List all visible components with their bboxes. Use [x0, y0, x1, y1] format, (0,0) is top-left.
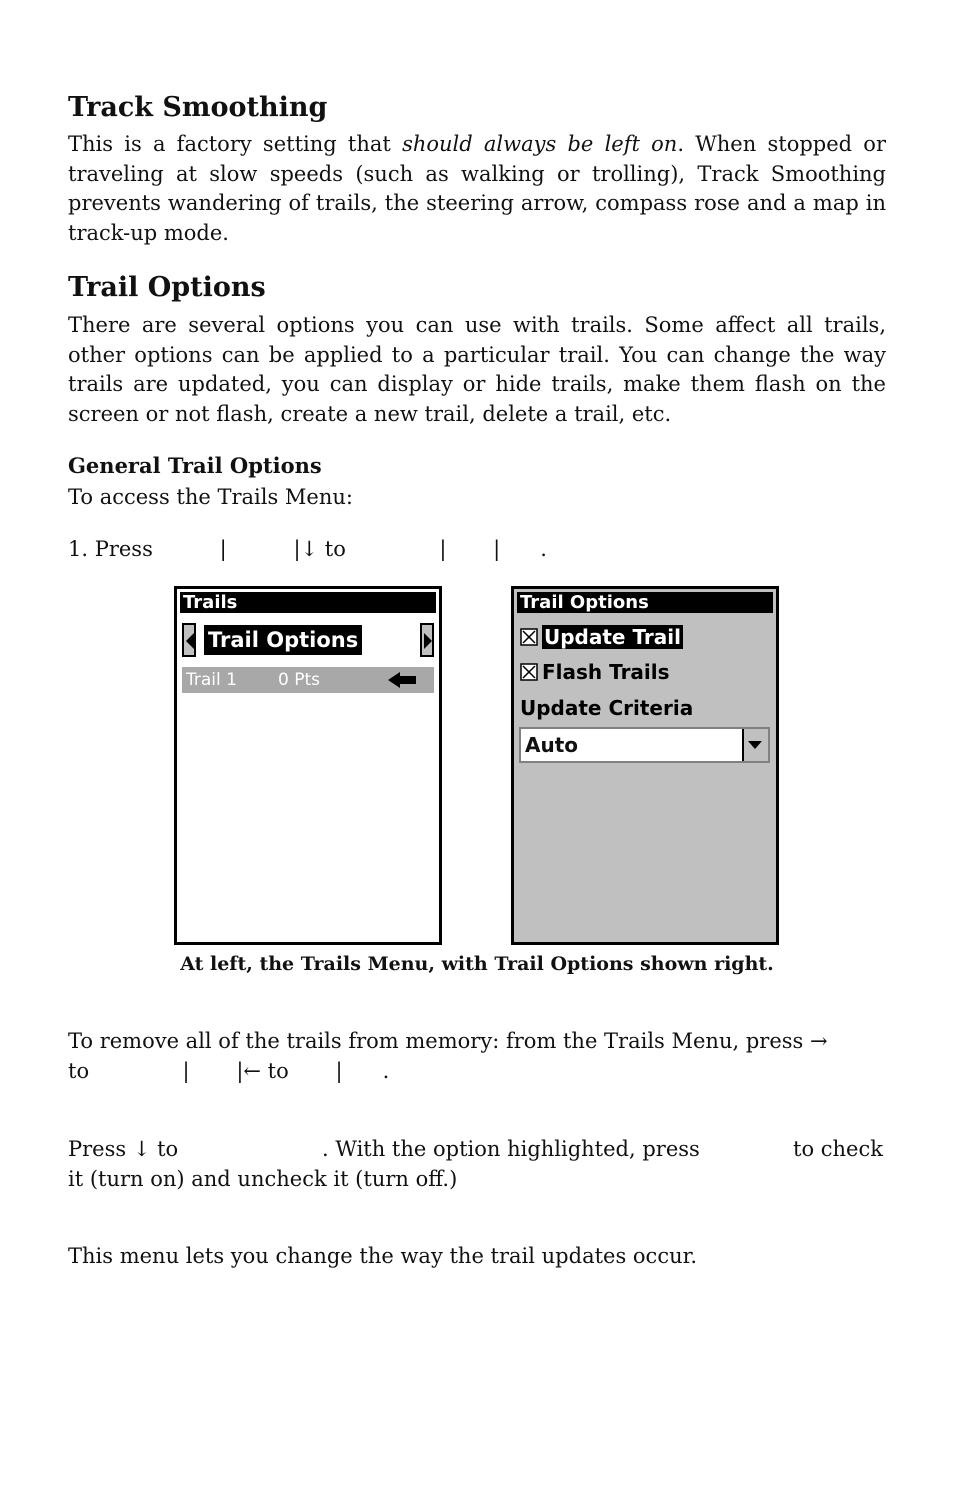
chevron-down-icon	[748, 741, 762, 749]
screen-title: Trails	[180, 592, 436, 613]
heading-general-trail-options: General Trail Options	[68, 453, 322, 478]
figure-caption: At left, the Trails Menu, with Trail Options shown right.	[180, 953, 774, 975]
access-intro: To access the Trails Menu:	[68, 485, 353, 509]
trail-options-screen	[511, 586, 779, 945]
para-text: This is a factory setting that	[68, 132, 403, 156]
update-criteria-dropdown[interactable]	[519, 727, 770, 763]
trail-options-paragraph: There are several options you can use with trails. Some affect all trails, other options can be applied to a particular trail. You can change the way trails are updated, you can display or hide trails, make them flash on the screen or not flash, create a new trail, delete a trail, etc.	[68, 313, 886, 426]
dropdown-value: Auto	[525, 733, 579, 757]
flash-trails-option[interactable]	[520, 658, 670, 686]
left-arrow-icon[interactable]	[182, 623, 196, 657]
step-1: 1. Press | |↓ to | | .	[68, 537, 547, 561]
trail-options-selector[interactable]	[182, 623, 434, 657]
trail-row[interactable]	[182, 667, 434, 693]
update-trail-option[interactable]	[520, 623, 683, 651]
press-line-1-part-2: . With the option highlighted, press	[322, 1137, 700, 1161]
heading-trail-options: Trail Options	[68, 272, 266, 303]
checkbox-checked-icon[interactable]	[520, 628, 538, 646]
remove-trails-line-2: to | |← to | .	[68, 1059, 390, 1083]
para-text: . When stopped or traveling at slow speeds (such as walking or trolling), Track Smoothing prevents wandering of trails, the steering arrow, compass rose and a map in track-up mode.	[68, 132, 886, 245]
selector-label[interactable]: Trail Options	[204, 625, 362, 655]
right-arrow-icon[interactable]	[420, 623, 434, 657]
dropdown-arrow-button[interactable]	[742, 729, 768, 761]
checkbox-checked-icon[interactable]	[520, 663, 538, 681]
remove-trails-line-1: To remove all of the trails from memory: from the Trails Menu, press →	[68, 1029, 828, 1053]
press-line-1-part-1: Press ↓ to	[68, 1137, 179, 1161]
para-emphasis: should always be left on	[402, 132, 678, 156]
option-label: Update Trail	[544, 625, 681, 649]
press-line-1-part-3: to check	[793, 1137, 883, 1161]
screen-title: Trail Options	[517, 592, 773, 613]
press-line-2: it (turn on) and uncheck it (turn off.)	[68, 1167, 458, 1191]
trail-points: 0 Pts	[278, 670, 320, 690]
update-criteria-paragraph: This menu lets you change the way the trail updates occur.	[68, 1244, 698, 1268]
option-label: Flash Trails	[542, 660, 670, 684]
trail-name: Trail 1	[186, 670, 237, 690]
heading-track-smoothing: Track Smoothing	[68, 92, 328, 123]
track-smoothing-paragraph	[68, 130, 886, 248]
pointer-arrow-icon	[388, 672, 418, 688]
update-criteria-label: Update Criteria	[520, 696, 694, 720]
trails-menu-screen	[174, 586, 442, 945]
